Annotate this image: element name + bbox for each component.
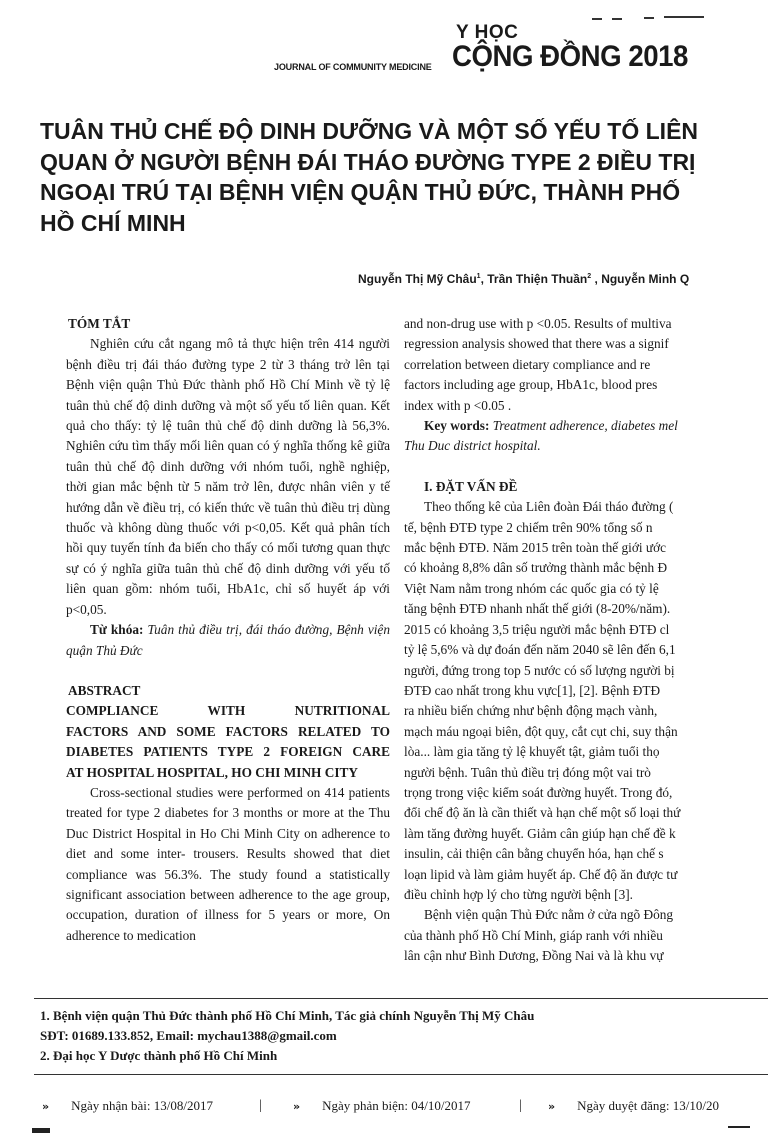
intro-line: ĐTĐ cao nhất trong khu vực[1], [2]. Bệnh ĐTĐ	[404, 682, 661, 698]
footnote-contact: SĐT: 01689.133.852, Email: mychau1388@gmail.com	[40, 1028, 337, 1043]
author-affiliation: 1	[476, 273, 481, 280]
footnote-affiliation-2: 2. Đại học Y Dược thành phố Hồ Chí Minh	[40, 1048, 278, 1063]
intro-line: trọng trong việc kiểm soát đường huyết. Trong đó,	[404, 784, 673, 800]
chevron-double-right-icon: »	[42, 1100, 50, 1113]
intro-line: insulin, cải thiện cân bằng chuyển hóa, hạn chế s	[404, 846, 664, 862]
date-separator: |	[259, 1098, 262, 1113]
intro-line: lòa... làm gia tăng tỷ lệ khuyết tật, giảm tuổi thọ	[404, 744, 660, 760]
abstract-title	[66, 701, 390, 783]
intro-line: đổi chế độ ăn là cần thiết và hạn chế một số loại thứ	[404, 805, 681, 821]
decorative-dash	[664, 16, 704, 18]
date-separator: |	[519, 1098, 522, 1113]
intro-line: Việt Nam nằm trong nhóm các quốc gia có tỷ lệ	[404, 580, 659, 596]
keywords-text-en: Treatment adherence, diabetes mel	[492, 418, 678, 434]
chevron-double-right-icon: »	[293, 1100, 301, 1113]
corner-mark	[728, 1126, 750, 1128]
intro-line: người, đứng trong top 5 nước có số lượng người bị	[404, 662, 675, 678]
intro-line: người bệnh. Tuân thủ điều trị đóng một vai trò	[404, 764, 651, 780]
section-heading: I. ĐẶT VẤN ĐỀ	[424, 478, 518, 494]
intro-line: 2015 có khoảng 3,5 triệu người mắc bệnh ĐTĐ cl	[404, 621, 670, 637]
intro-line: mắc bệnh ĐTĐ. Năm 2015 trên toàn thế giới ước	[404, 540, 667, 556]
chevron-double-right-icon: »	[548, 1100, 556, 1113]
abstract-title-line: FACTORS AND SOME FACTORS RELATED TO	[66, 723, 390, 739]
title-line: TUÂN THỦ CHẾ ĐỘ DINH DƯỠNG VÀ MỘT SỐ YẾU TỐ LIÊN	[40, 118, 699, 144]
decorative-dash	[612, 18, 622, 20]
author-affiliation: 2	[587, 273, 592, 280]
decorative-dash	[592, 18, 602, 20]
intro-line: tỷ lệ 5,6% và dự đoán đến năm 2040 sẽ lên đến 6,1	[404, 642, 676, 658]
intro-line: loạn lipid và làm giảm huyết áp. Chế độ ăn được tư	[404, 866, 678, 882]
intro-line: Theo thống kê của Liên đoàn Đái tháo đường (	[424, 499, 674, 515]
abstract-heading: ABSTRACT	[68, 682, 141, 698]
abstract-cont-line: correlation between dietary compliance and re	[404, 356, 651, 372]
intro-line: làm tăng đường huyết. Giảm cân giúp hạn chế đề k	[404, 825, 676, 841]
reviewed-date: » Ngày phản biện: 04/10/2017	[293, 1098, 471, 1113]
intro-line: mạch máu ngoại biên, đột quỵ, cắt cụt chi, suy thận	[404, 723, 678, 739]
abstract-cont-line: factors including age group, HbA1c, blood pres	[404, 377, 658, 393]
author-name: Nguyễn Minh Q	[601, 272, 690, 286]
summary-text: Nghiên cứu cắt ngang mô tả thực hiện trên 414 người bệnh điều trị đái tháo đường type 2 từ 3 tháng trở lên tại Bệnh viện quận Thủ Đức thành phố Hồ Chí Minh về tỷ lệ tuân thủ chế độ dinh dưỡng và một số yếu tố liên quan. Kết quả cho thấy: tỷ lệ tuân thủ chế độ dinh dưỡng là 56,3%. Nghiên cứu tìm thấy mối liên quan có ý nghĩa thống kê giữa tuân thủ chế độ dinh dưỡng với nhóm tuổi, nghề nghiệp, thời gian mắc bệnh từ 5 năm trở lên, được nhân viên y tế hướng dẫn về điều trị, có kiến thức về tuân thủ điều trị dùng thuốc và không dùng thuốc với p<0,05. Kết quả phân tích hồi quy tuyến tính đa biến cho thấy có mối tương quan thực sự có ý nghĩa giữa tuân thủ chế độ dinh dưỡng với yếu tố liên quan gồm: nhóm tuổi, HbA1c, chỉ số huyết áp với p<0,05.	[66, 336, 390, 617]
abstract-title-line: DIABETES PATIENTS TYPE 2 FOREIGN CARE	[66, 744, 390, 760]
keywords-text-en: Thu Duc district hospital.	[404, 438, 541, 454]
intro-line: của thành phố Hồ Chí Minh, giáp ranh với nhiều	[404, 927, 663, 943]
abstract-title-line: COMPLIANCE WITH NUTRITIONAL	[66, 703, 390, 719]
abstract-text: Cross-sectional studies were performed on 414 patients treated for type 2 diabetes for 3 months or more at the Thu Duc District Hospital in Ho Chi Minh City on adherence to diet and some inter- trousers. Results showed that diet compliance was 56.3%. The study found a statistically significant association between adherence to the age group, occupation, duration of illness for 5 years or more, On adherence to medication	[66, 784, 390, 943]
intro-line: ra nhiều biến chứng như bệnh động mạch vành,	[404, 703, 658, 719]
received-date: » Ngày nhận bài: 13/08/2017	[42, 1098, 214, 1113]
intro-line: điều chỉnh hợp lý cho từng người bệnh [3].	[404, 886, 634, 902]
decorative-dash	[644, 17, 654, 19]
footnote-rule	[34, 998, 768, 999]
abstract-cont-line: index with p <0.05 .	[404, 397, 512, 413]
article-title	[40, 116, 760, 238]
title-line: QUAN Ở NGƯỜI BỆNH ĐÁI THÁO ĐƯỜNG TYPE 2 ĐIỀU TRỊ	[40, 148, 696, 175]
footnote-affiliation-1: 1. Bệnh viện quận Thủ Đức thành phố Hồ Chí Minh, Tác giả chính Nguyễn Thị Mỹ Châu	[40, 1008, 535, 1023]
keywords-label-en: Key words:	[424, 418, 490, 434]
abstract-title-line: AT HOSPITAL HOSPITAL, HO CHI MINH CITY	[66, 764, 358, 780]
corner-mark	[32, 1128, 50, 1133]
intro-line: tế, bệnh ĐTĐ type 2 chiếm trên 90% tổng số n	[404, 519, 653, 535]
abstract-cont-line: and non-drug use with p <0.05. Results of multiva	[404, 316, 672, 331]
intro-line: tăng bệnh ĐTĐ nhanh nhất thế giới (8-20%/năm).	[404, 601, 671, 617]
journal-name: JOURNAL OF COMMUNITY MEDICINE	[274, 62, 432, 73]
keywords-label: Từ khóa:	[90, 622, 144, 638]
journal-logo-top: Y HỌC	[456, 22, 519, 43]
intro-line: Bệnh viện quận Thủ Đức nằm ở cửa ngõ Đông	[424, 907, 674, 923]
author-name: Nguyễn Thị Mỹ Châu	[358, 272, 477, 286]
summary-heading: TÓM TẮT	[68, 316, 131, 331]
keywords-text: Tuân thủ điều trị, đái tháo đường, Bệnh viện quận Thủ Đức	[66, 622, 390, 658]
author-name: Trần Thiện Thuần	[487, 272, 588, 286]
abstract-cont-line: regression analysis showed that there was a signif	[404, 336, 669, 352]
intro-line: có khoảng 8,8% dân số trưởng thành mắc bệnh Đ	[404, 560, 668, 576]
author-list: Nguyễn Thị Mỹ Châu$^1$, Trần Thiện Thuần$^2$ , Nguyễn Minh Q	[358, 272, 690, 286]
accepted-date: » Ngày duyệt đăng: 13/10/20	[548, 1098, 720, 1113]
title-line: HỒ CHÍ MINH	[40, 209, 186, 236]
left-column	[66, 314, 390, 946]
intro-line: lân cận như Bình Dương, Đồng Nai và là khu vự	[404, 948, 664, 964]
journal-logo-bottom: CỘNG ĐỒNG 2018	[452, 40, 688, 73]
footnote-rule	[34, 1074, 768, 1075]
title-line: NGOẠI TRÚ TẠI BỆNH VIỆN QUẬN THỦ ĐỨC, THÀNH PHỐ	[40, 179, 681, 205]
right-column	[404, 314, 768, 967]
